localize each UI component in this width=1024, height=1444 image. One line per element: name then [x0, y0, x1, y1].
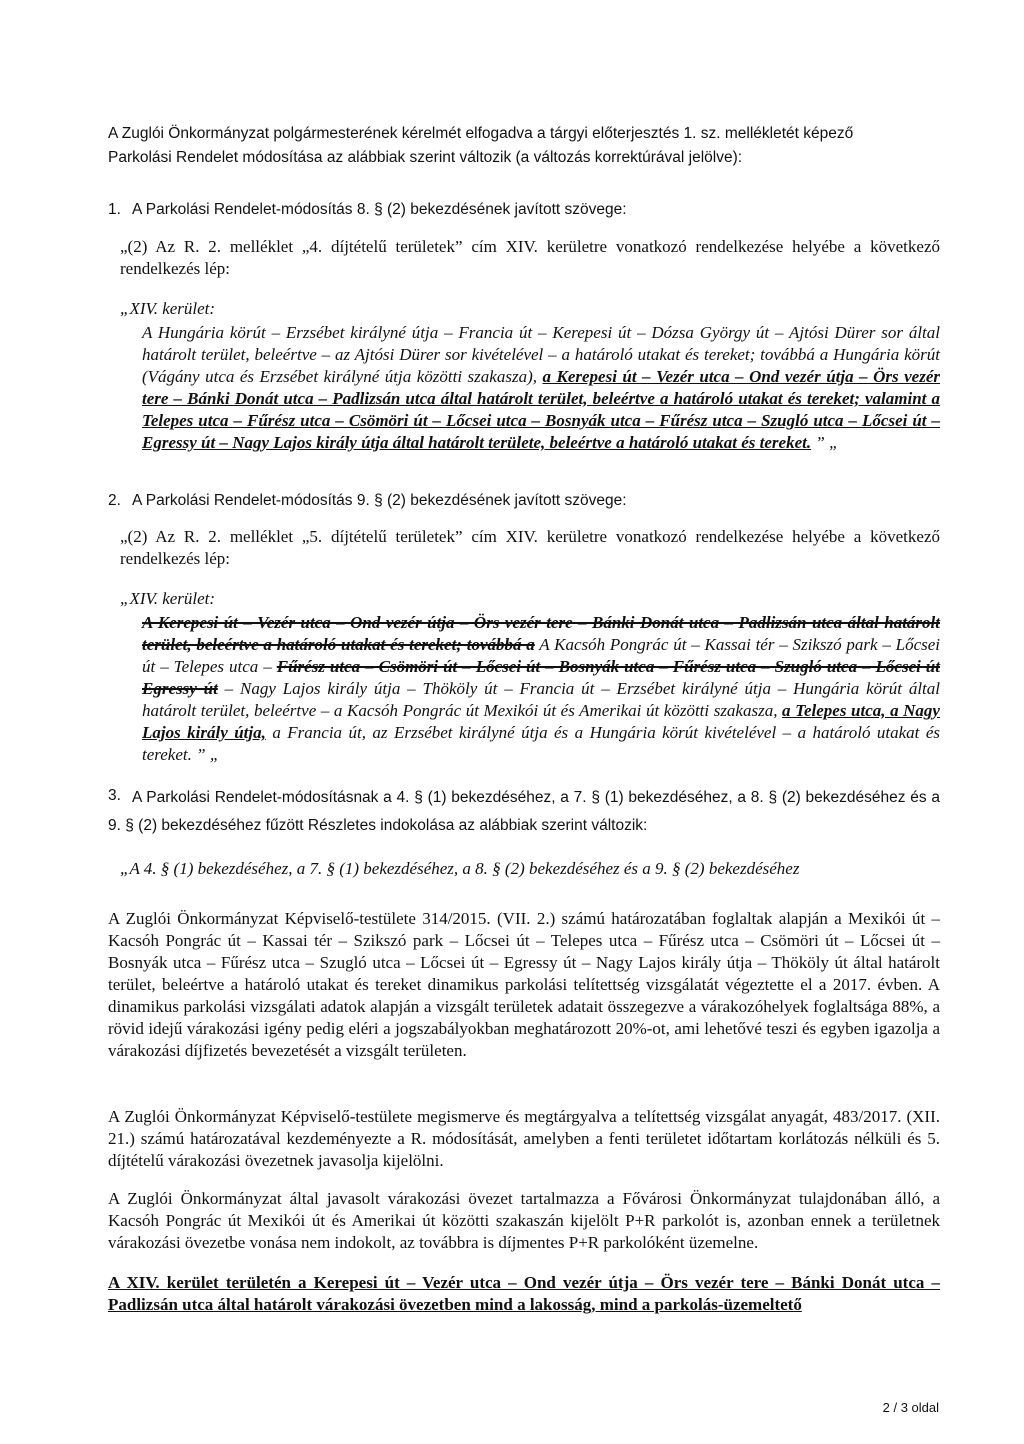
item-2-quote-heading: „XIV. kerület: — [120, 589, 216, 608]
item-1-heading: A Parkolási Rendelet-módosítás 8. § (2) bekezdésének javított szövege: — [132, 201, 627, 218]
item-2-heading: A Parkolási Rendelet-módosítás 9. § (2) bekezdésének javított szövege: — [132, 492, 627, 509]
item-1-number: 1. — [108, 201, 121, 218]
item-1-paragraph: „(2) Az R. 2. melléklet „4. díjtételű területek” cím XIV. kerületre vonatkozó rendelkezése helyébe a következő rendelkezés lép: — [120, 237, 940, 278]
item-1-quote-end: ” „ — [811, 433, 839, 452]
item-3-paragraph-3: A Zuglói Önkormányzat által javasolt várakozási övezet tartalmazza a Fővárosi Önkormányzat tulajdonában álló, a Kacsóh Pongrác út Mexikói út és Amerikai út közötti szakaszán kijelölt P+R parkolót is, azonban ennek a területnek várakozási övezetbe vonása nem indokolt, az továbbra is díjmentes P+R parkolóként üzemelne. — [108, 1189, 940, 1252]
intro-paragraph — [108, 122, 948, 170]
item-3-paragraph-1: A Zuglói Önkormányzat Képviselő-testülete 314/2015. (VII. 2.) számú határozatában foglaltak alapján a Mexikói út – Kacsóh Pongrác út – Kassai tér – Szikszó park – Lőcsei út – Telepes utca – Fűrész utca – Csömöri út – Lőcsei út – Bosnyák utca – Fűrész utca – Szugló utca – Lőcsei út – Egressy út – Nagy Lajos király útja – Thököly út által határolt terület, beleértve a határoló utakat és tereket dinamikus parkolási telítettség vizsgálatát végeztette el a 2017. évben. A dinamikus parkolási vizsgálati adatok alapján a vizsgált területek adatait összegezve a várakozóhelyek foglaltsága 88%, a rövid idejű várakozási igény pedig eléri a jogszabályokban meghatározott 20%-ot, ami lehetővé teszi és egyben igazolja a várakozási díjfizetés bevezetését a vizsgált területen. — [108, 909, 940, 1060]
item-2-quote-inserted: a Telepes utca, a Nagy Lajos király útja, — [142, 701, 940, 742]
item-2-quote-body — [142, 612, 940, 766]
item-3-number: 3. — [108, 787, 121, 804]
item-1-quote-inserted: a Kerepesi út – Vezér utca – Ond vezér útja – Örs vezér tere – Bánki Donát utca – Padlizsán utca által határolt terület, beleértve a határoló utakat és tereket; valamint a Telepes utca – Fűrész utca – Csömöri út – Lőcsei utca – Bosnyák utca – Fűrész utca – Szugló utca – Lőcsei út – Egressy út – Nagy Lajos király útja által határolt területe, beleértve a határoló utakat és tereket. — [142, 367, 940, 452]
item-2-quote-deleted-2: Fűrész utca – Csömöri út – Lőcsei út – Bosnyák utca – Fűrész utca – Szugló utca – Lőcsei út Egressy út — [142, 657, 940, 698]
item-3-paragraph-4: A XIV. kerület területén a Kerepesi út – Vezér utca – Ond vezér útja – Örs vezér tere – Bánki Donát utca – Padlizsán utca által határolt várakozási övezetben mind a lakosság, mind a parkolás-üzemeltető — [108, 1273, 940, 1314]
item-2-paragraph: „(2) Az R. 2. melléklet „5. díjtételű területek” cím XIV. kerületre vonatkozó rendelkezése helyébe a következő rendelkezés lép: — [120, 527, 940, 568]
page-number: 2 / 3 oldal — [882, 1400, 939, 1415]
item-2-quote-plain-1: A Kacsóh Pongrác út – Kassai tér – Szikszó park – Lőcsei út – Telepes utca – — [142, 635, 940, 676]
item-2-quote-plain-3: a Francia út, az Erzsébet királyné útja és a Hungária körút kivételével – a határoló utakat és tereket. ” „ — [142, 723, 940, 764]
item-3-paragraph-2: A Zuglói Önkormányzat Képviselő-testülete megismerve és megtárgyalva a telítettség vizsgálat anyagát, 483/2017. (XII. 21.) számú határozatával kezdeményezte a R. módosítását, amelyben a fenti területet időtartam korlátozás nélküli és 5. díjtételű várakozási övezetnek javasolja kijelölni. — [108, 1107, 940, 1170]
item-1-quote-heading: „XIV. kerület: — [120, 299, 216, 318]
intro-line-2: Parkolási Rendelet módosítása az alábbiak szerint változik (a változás korrektúrával jelölve): — [108, 149, 743, 166]
item-1-quote-body — [142, 322, 940, 454]
item-2-number: 2. — [108, 492, 121, 509]
item-3-quote: „A 4. § (1) bekezdéséhez, a 7. § (1) bekezdéséhez, a 8. § (2) bekezdéséhez és a 9. § (2) bekezdéséhez — [120, 859, 800, 878]
item-3-heading: A Parkolási Rendelet-módosításnak a 4. § (1) bekezdéséhez, a 7. § (1) bekezdéséhez, a 8. § (2) bekezdéséhez és a 9. § (2) bekezdéséhez fűzött Részletes indokolása az alábbiak szerint változik: — [108, 789, 940, 834]
item-2-quote-deleted-1: A Kerepesi út – Vezér utca – Ond vezér útja – Örs vezér tere – Bánki Donát utca – Padlizsán utca által határolt terület, beleértve a határoló utakat és tereket; továbbá a — [142, 613, 940, 654]
item-1-quote-plain: A Hungária körút – Erzsébet királyné útja – Francia út – Kerepesi út – Dózsa György út – Ajtósi Dürer sor által határolt terület, beleértve – az Ajtósi Dürer sor kivételével – a határoló utakat és tereket; továbbá a Hungária körút (Vágány utca és Erzsébet királyné útja közötti szakasza), — [142, 323, 940, 386]
item-2-quote-plain-2: – Nagy Lajos király útja – Thököly út – Francia út – Erzsébet királyné útja – Hungária körút által határolt terület, beleértve – a Kacsóh Pongrác út Mexikói út és Amerikai út közötti szakasza, — [142, 679, 940, 720]
intro-line-1: A Zuglói Önkormányzat polgármesterének kérelmét elfogadva a tárgyi előterjesztés 1. sz. mellékletét képező — [108, 125, 854, 142]
